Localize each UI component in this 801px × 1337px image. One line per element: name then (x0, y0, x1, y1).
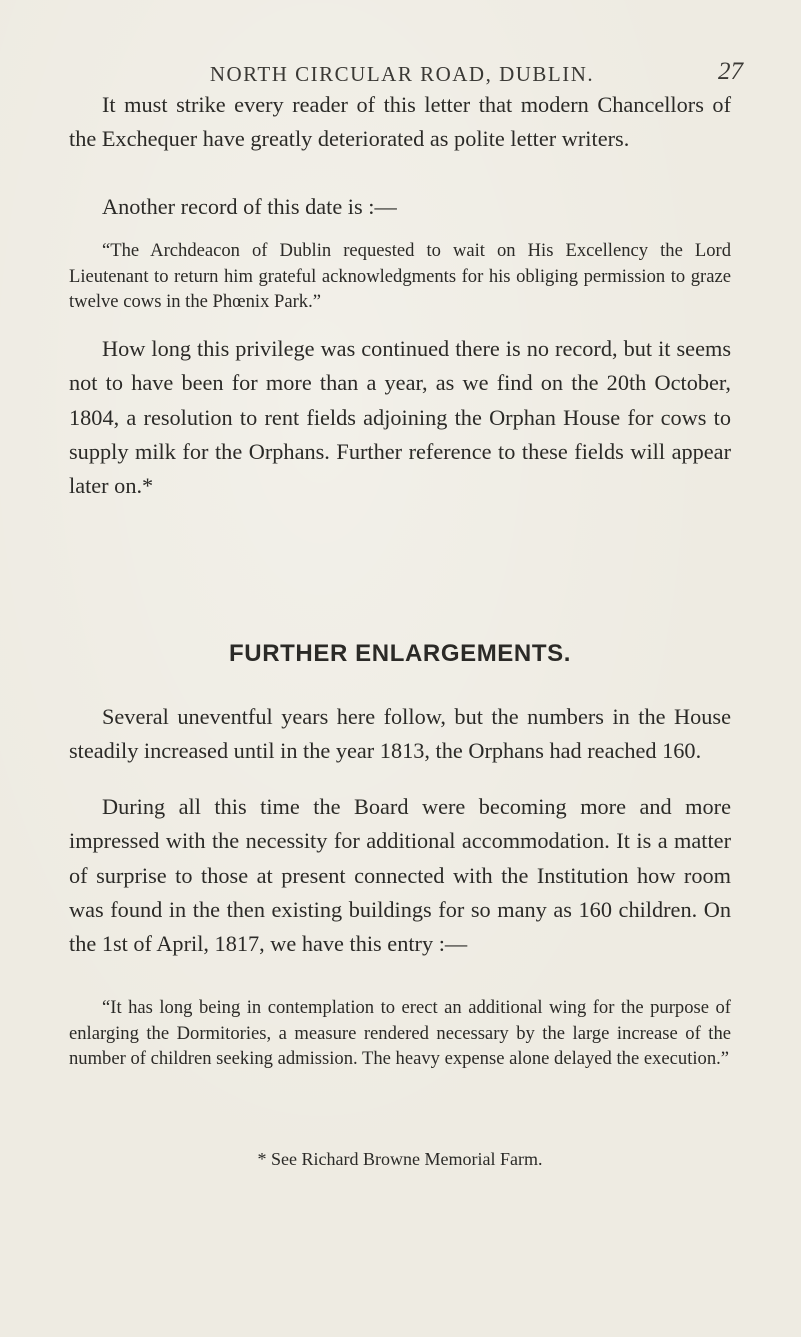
paragraph-privilege: How long this privilege was continued there is no record, but it seems not to have been for more than a year, as we find on the 20th October, 1804, a resolution to rent fields adjoining the Orphan House for cows to supply milk for the Orphans. Further reference to these fields will appear later on.* (69, 336, 731, 499)
footnote: * See Richard Browne Memorial Farm. (257, 1149, 543, 1169)
running-header: NORTH CIRCULAR ROAD, DUBLIN. (209, 62, 595, 86)
paragraph-another-record: Another record of this date is :— (102, 194, 397, 219)
section-heading: FURTHER ENLARGEMENTS. (229, 640, 571, 667)
quote-archdeacon: “The Archdeacon of Dublin requested to wait on His Excellency the Lord Lieutenant to return him grateful acknowledgments for his obliging permission to graze twelve cows in the Phœnix Park.” (69, 240, 731, 312)
paragraph-chancellors: It must strike every reader of this letter that modern Chancellors of the Exchequer have greatly deteriorated as polite letter writers. (69, 92, 731, 152)
page-number: 27 (718, 58, 743, 85)
paragraph-board-accommodation: During all this time the Board were becoming more and more impressed with the necessity for additional accommodation. It is a matter of surprise to those at present connected with the Institution how room was found in the then existing buildings for so many as 160 children. On the 1st of April, 1817, we have this entry :— (69, 794, 731, 957)
quote-additional-wing: “It has long being in contemplation to erect an additional wing for the purpose of enlarging the Dormitories, a measure rendered necessary by the large increase of the number of children seeking admission. The heavy expense alone delayed the execution.” (69, 997, 731, 1069)
paragraph-uneventful-years: Several uneventful years here follow, but the numbers in the House steadily increased until in the year 1813, the Orphans had reached 160. (69, 704, 731, 764)
